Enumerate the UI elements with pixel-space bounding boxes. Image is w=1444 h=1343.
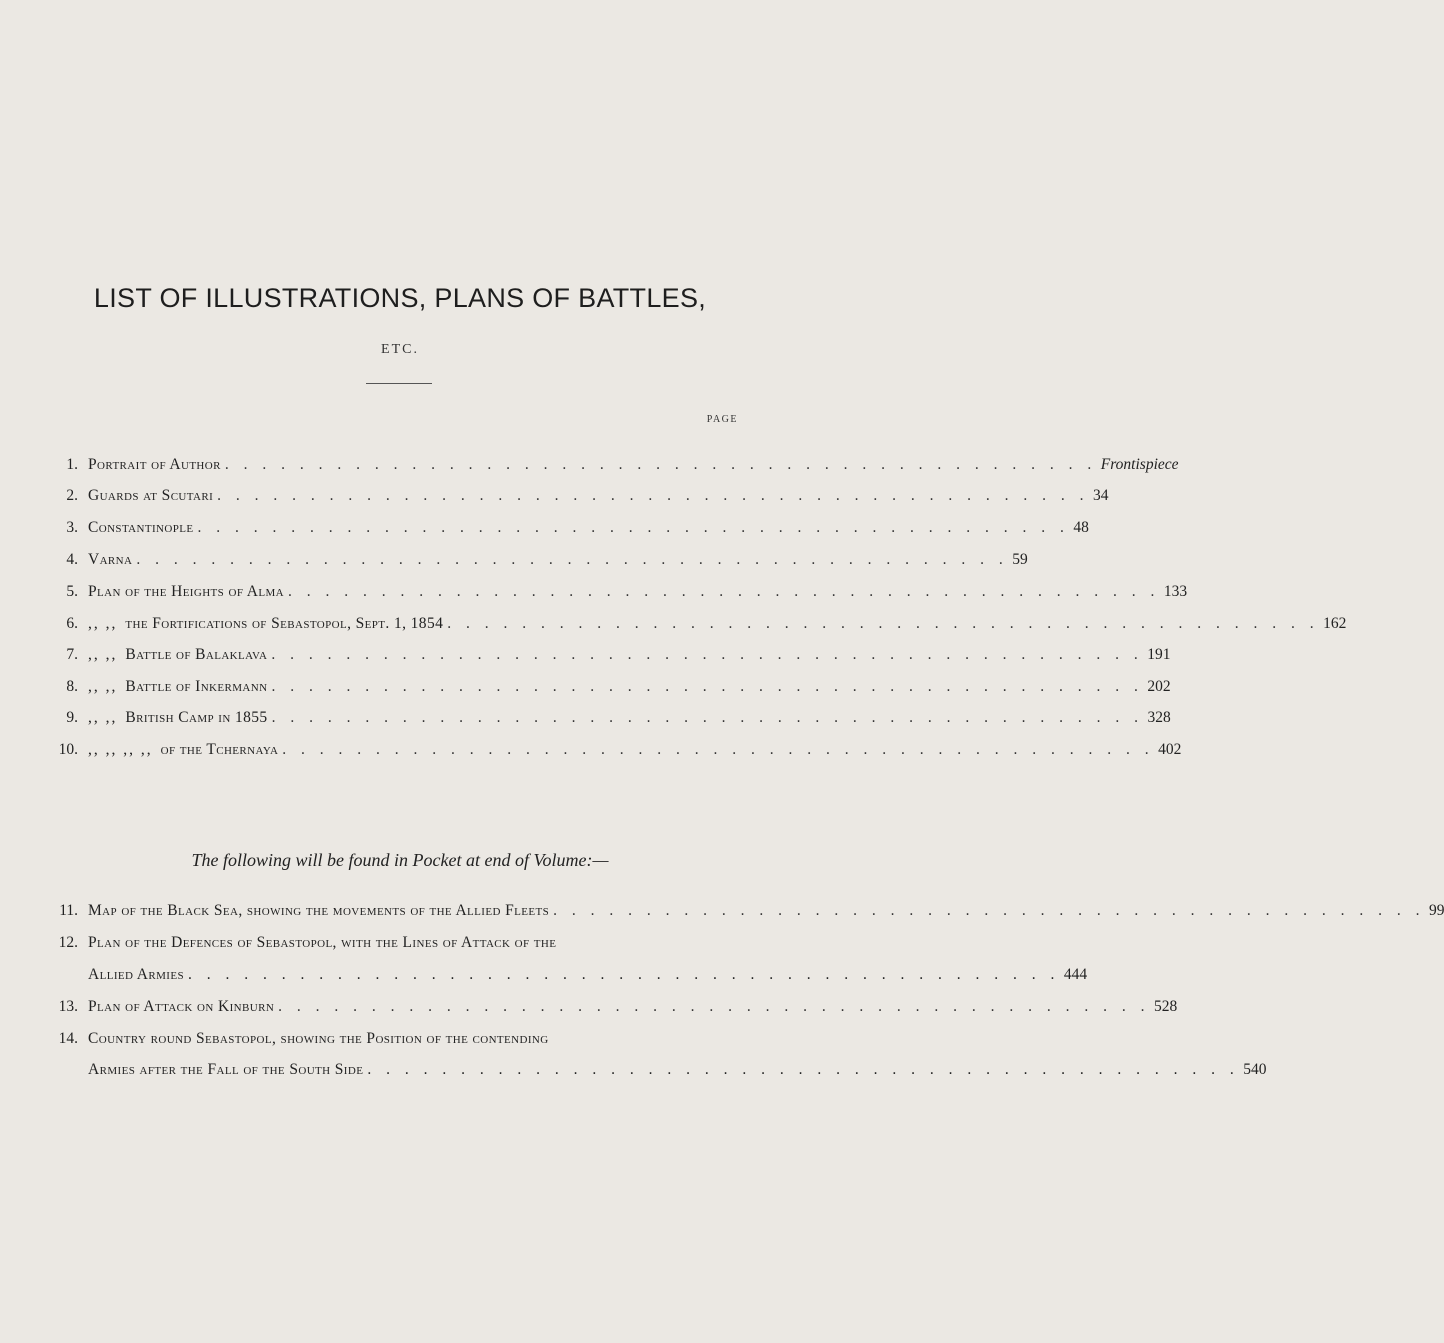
dot-leader: . . . . . . . . . . . . . . . . . . . . . . . . . . . . . . . . . . . . . . . . . . . . . . . (282, 741, 1155, 758)
dot-leader: . . . . . . . . . . . . . . . . . . . . . . . . . . . . . . . . . . . . . . . . . . . . . . . (447, 615, 1320, 632)
dot-leader: . . . . . . . . . . . . . . . . . . . . . . . . . . . . . . . . . . . . . . . . . . . . . . . (197, 519, 1070, 536)
list-item (50, 453, 1179, 477)
item-page: 528 (1154, 998, 1178, 1015)
item-page: 540 (1243, 1061, 1267, 1078)
item-page: 133 (1163, 583, 1188, 600)
dot-leader: . . . . . . . . . . . . . . . . . . . . . . . . . . . . . . . . . . . . . . . . . . . . . . . (224, 456, 1097, 473)
item-title: Constantinople (88, 519, 194, 536)
list-item (50, 995, 1178, 1019)
dot-leader: . . . . . . . . . . . . . . . . . . . . . . . . . . . . . . . . . . . . . . . . . . . . . . . (136, 551, 1009, 568)
item-page: 162 (1323, 615, 1347, 632)
item-page: 59 (1012, 551, 1028, 568)
item-title: Guards at Scutari (88, 487, 214, 504)
list-item (50, 1027, 738, 1051)
item-page: 402 (1158, 741, 1182, 758)
item-page: 202 (1147, 678, 1171, 695)
list-item (50, 931, 738, 955)
item-page: 328 (1147, 709, 1171, 726)
item-number: 1. (66, 456, 78, 473)
dot-leader: . . . . . . . . . . . . . . . . . . . . . . . . . . . . . . . . . . . . . . . . . . . . . . . (553, 902, 1425, 919)
dot-leader: . . . . . . . . . . . . . . . . . . . . . . . . . . . . . . . . . . . . . . . . . . . . . . . (367, 1061, 1240, 1078)
item-number: 5. (66, 583, 78, 600)
list-item (50, 484, 1109, 508)
item-title: Battle of Balaklava (125, 646, 268, 663)
item-number: 2. (66, 487, 78, 504)
list-item (50, 516, 1089, 540)
item-title: British Camp in 1855 (125, 709, 268, 726)
dot-leader: . . . . . . . . . . . . . . . . . . . . . . . . . . . . . . . . . . . . . . . . . . . . . . . (271, 678, 1144, 695)
list-item (50, 643, 1171, 667)
item-number: 6. (66, 615, 78, 632)
ditto-marks: ,, ,, (88, 615, 118, 632)
list-item (50, 738, 1182, 762)
item-title: Plan of the Heights of Alma (88, 583, 284, 600)
item-number: 4. (66, 551, 78, 568)
list-item (50, 612, 1347, 636)
item-title: Battle of Inkermann (125, 678, 268, 695)
item-number: 11. (59, 902, 78, 919)
item-number: 3. (66, 519, 78, 536)
dot-leader: . . . . . . . . . . . . . . . . . . . . . . . . . . . . . . . . . . . . . . . . . . . . . . . (278, 998, 1151, 1015)
item-title: Plan of Attack on Kinburn (88, 998, 275, 1015)
item-number: 10. (58, 741, 78, 758)
list-item (50, 899, 1444, 923)
ditto-marks: ,, ,, (88, 678, 118, 695)
item-title: Varna (88, 551, 133, 568)
item-number: 14. (58, 1030, 78, 1047)
item-page: 99 (1428, 902, 1444, 919)
item-number: 7. (66, 646, 78, 663)
item-number: 8. (66, 678, 78, 695)
item-number: 13. (58, 998, 78, 1015)
ditto-marks: ,, ,, ,, ,, (88, 741, 153, 758)
item-number: 9. (66, 709, 78, 726)
list-item (50, 548, 1028, 572)
dot-leader: . . . . . . . . . . . . . . . . . . . . . . . . . . . . . . . . . . . . . . . . . . . . . . . (217, 487, 1090, 504)
dot-leader: . . . . . . . . . . . . . . . . . . . . . . . . . . . . . . . . . . . . . . . . . . . . . . . (288, 583, 1160, 600)
dot-leader: . . . . . . . . . . . . . . . . . . . . . . . . . . . . . . . . . . . . . . . . . . . . . . . (271, 646, 1144, 663)
item-number: 12. (58, 934, 78, 951)
item-title: of the Tchernaya (160, 741, 279, 758)
dot-leader: . . . . . . . . . . . . . . . . . . . . . . . . . . . . . . . . . . . . . . . . . . . . . . . (188, 966, 1060, 983)
item-title-continuation: Armies after the Fall of the South Side (88, 1061, 364, 1078)
list-item-continuation (88, 1058, 1267, 1082)
item-page: 48 (1073, 519, 1089, 536)
item-title: Plan of the Defences of Sebastopol, with the Lines of Attack of the (88, 934, 557, 951)
item-page: 191 (1147, 646, 1171, 663)
item-title: Map of the Black Sea, showing the movements of the Allied Fleets (88, 902, 550, 919)
item-title: the Fortifications of Sebastopol, Sept. 1, 1854 (125, 615, 444, 632)
dot-leader: . . . . . . . . . . . . . . . . . . . . . . . . . . . . . . . . . . . . . . . . . . . . . . . (271, 709, 1144, 726)
title-divider (366, 383, 432, 384)
item-title: Portrait of Author (88, 456, 221, 473)
list-item-continuation (88, 963, 1088, 987)
ditto-marks: ,, ,, (88, 646, 118, 663)
pocket-note: The following will be found in Pocket at end of Volume:— (191, 850, 609, 870)
page-title: LIST OF ILLUSTRATIONS, PLANS OF BATTLES, (93, 283, 707, 313)
item-title: Country round Sebastopol, showing the Position of the contending (88, 1030, 549, 1047)
ditto-marks: ,, ,, (88, 709, 118, 726)
list-item (50, 675, 1171, 699)
item-title-continuation: Allied Armies (88, 966, 184, 983)
list-item (50, 580, 1188, 604)
item-page: Frontispiece (1100, 456, 1179, 473)
page-column-header: PAGE (706, 414, 738, 425)
list-item (50, 706, 1171, 730)
item-page: 444 (1063, 966, 1088, 983)
page-subtitle: ETC. (381, 342, 419, 357)
item-page: 34 (1093, 487, 1109, 504)
